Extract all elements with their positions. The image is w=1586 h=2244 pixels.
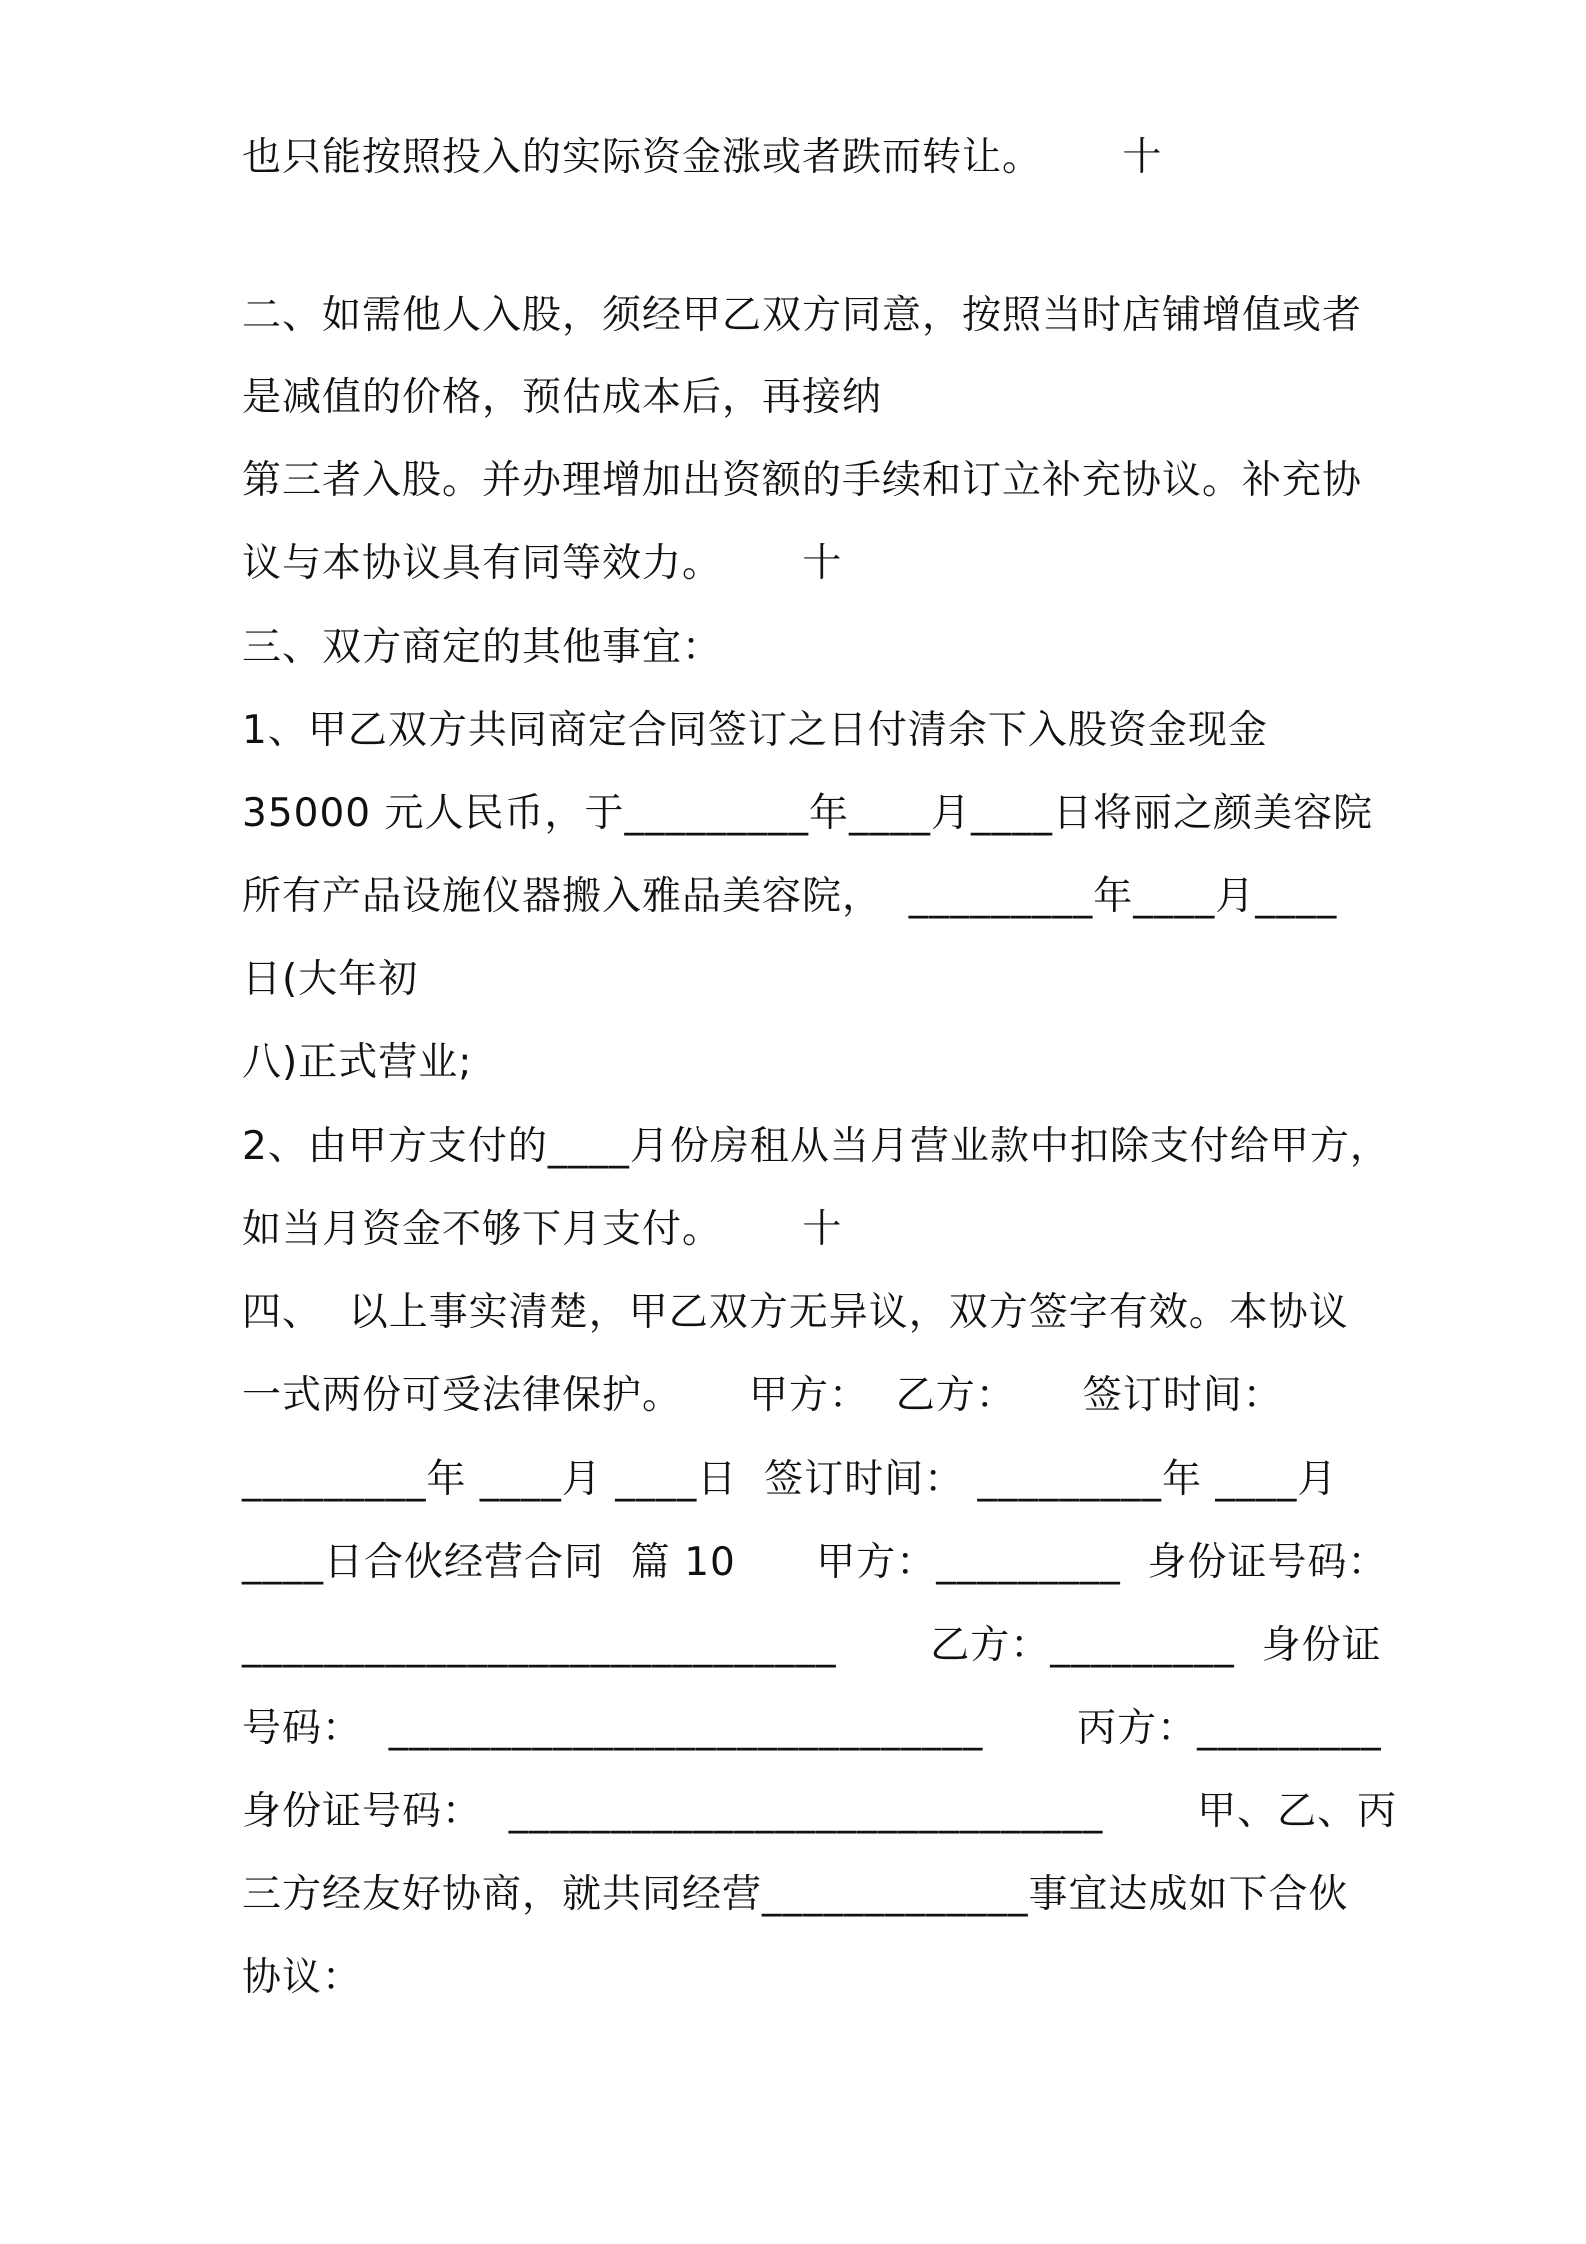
text-line: 号码： _____________________________ 丙方：_________: [242, 1706, 1382, 1751]
text-line: 2、由甲方支付的____月份房租从当月营业款中扣除支付给甲方，: [242, 1124, 1390, 1169]
text-line: 三、双方商定的其他事宜：: [242, 625, 723, 670]
text-line: 所有产品设施仪器搬入雅品美容院， _________年____月____: [242, 874, 1338, 919]
text-line: 议与本协议具有同等效力。 十: [242, 541, 843, 586]
text-line: 八)正式营业;: [242, 1040, 473, 1085]
text-line: _____________________________ 乙方：_________ 身份证: [242, 1623, 1382, 1668]
text-line: 也只能按照投入的实际资金涨或者跌而转让。 十: [242, 135, 1163, 180]
text-line: 1、甲乙双方共同商定合同签订之日付清余下入股资金现金: [242, 708, 1268, 753]
text-line: 是减值的价格，预估成本后，再接纳: [242, 375, 883, 420]
text-line: _________年 ____月 ____日 签订时间： _________年 ____月: [242, 1457, 1338, 1502]
text-line: 35000 元人民币，于_________年____月____日将丽之颜美容院: [242, 791, 1373, 836]
text-line: ____日合伙经营合同 篇 10 甲方：_________ 身份证号码：: [242, 1540, 1388, 1585]
text-line: 身份证号码： _____________________________ 甲、乙、丙: [242, 1789, 1398, 1834]
text-line: 四、 以上事实清楚，甲乙双方无异议，双方签字有效。本协议: [242, 1290, 1349, 1335]
text-line: 第三者入股。并办理增加出资额的手续和订立补充协议。补充协: [242, 458, 1363, 503]
text-line: 如当月资金不够下月支付。 十: [242, 1207, 843, 1252]
text-line: 二、如需他人入股，须经甲乙双方同意，按照当时店铺增值或者: [242, 293, 1363, 338]
text-line: 日(大年初: [242, 957, 419, 1002]
text-line: 协议：: [242, 1955, 363, 2000]
text-line: 一式两份可受法律保护。 甲方： 乙方： 签订时间：: [242, 1373, 1283, 1418]
text-line: 三方经友好协商，就共同经营_____________事宜达成如下合伙: [242, 1872, 1349, 1917]
